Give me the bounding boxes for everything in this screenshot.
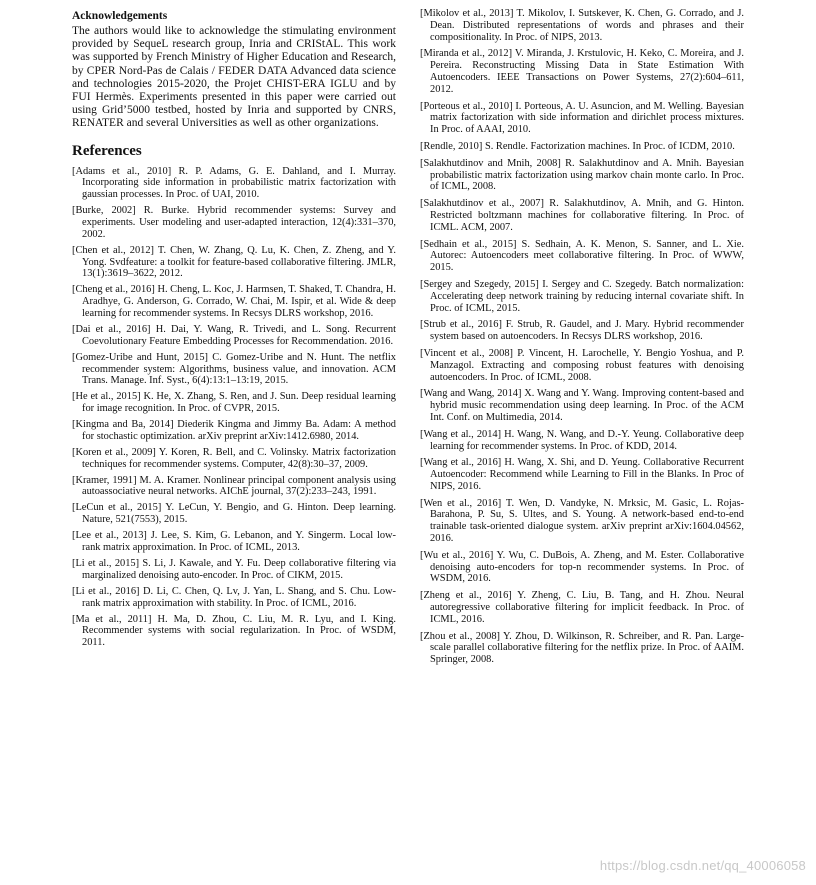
reference-key: [Dai et al., 2016] bbox=[72, 323, 151, 335]
reference-text: I. Porteous, A. U. Asuncion, and M. Welling. Bayesian matrix factorization with side information and dirichlet process mixtures. In Proc. of AAAI, 2010. bbox=[430, 100, 744, 136]
reference-key: [Wang et al., 2014] bbox=[420, 428, 502, 440]
reference-entry bbox=[72, 530, 396, 554]
reference-key: [Mikolov et al., 2013] bbox=[420, 8, 514, 19]
reference-text: Y. Wu, C. DuBois, A. Zheng, and M. Ester. Collaborative denoising auto-encoders for top-n recommender systems. In Proc. of WSDM, 2016. bbox=[430, 549, 744, 585]
reference-text: S. Li, J. Kawale, and Y. Fu. Deep collaborative filtering via marginalized denoising auto-encoder. In Proc. of CIKM, 2015. bbox=[82, 557, 396, 581]
reference-entry bbox=[72, 419, 396, 443]
reference-key: [Rendle, 2010] bbox=[420, 140, 483, 152]
acknowledgements-heading: Acknowledgements bbox=[72, 10, 168, 22]
reference-entry bbox=[420, 198, 744, 233]
reference-entry bbox=[420, 590, 744, 625]
reference-entry bbox=[72, 205, 396, 240]
reference-entry bbox=[72, 352, 396, 387]
reference-key: [Kingma and Ba, 2014] bbox=[72, 419, 174, 431]
reference-text: I. Sergey and C. Szegedy. Batch normalization: Accelerating deep network training by reducing internal covariate shift. In Proc. of ICML, 2015. bbox=[430, 278, 744, 314]
reference-text: S. Sedhain, A. K. Menon, S. Sanner, and L. Xie. Autorec: Autoencoders meet collaborative filtering. In Proc. of WWW, 2015. bbox=[430, 238, 744, 274]
reference-key: [Salakhutdinov and Mnih, 2008] bbox=[420, 157, 561, 169]
reference-key: [Kramer, 1991] bbox=[72, 474, 137, 486]
reference-entry bbox=[420, 388, 744, 423]
reference-entry bbox=[72, 324, 396, 348]
reference-key: [Burke, 2002] bbox=[72, 205, 136, 217]
reference-entry bbox=[72, 166, 396, 201]
reference-entry bbox=[420, 141, 744, 153]
reference-text: H. Dai, Y. Wang, R. Trivedi, and L. Song. Recurrent Coevolutionary Feature Embedding Processes for Recommendation. 2016. bbox=[82, 323, 396, 347]
reference-entry bbox=[420, 498, 744, 545]
watermark: https://blog.csdn.net/qq_40006058 bbox=[599, 858, 806, 873]
reference-key: [Chen et al., 2012] bbox=[72, 244, 155, 256]
reference-text: H. Wang, N. Wang, and D.-Y. Yeung. Collaborative deep learning for recommender systems. In Proc. of KDD, 2014. bbox=[430, 428, 744, 452]
reference-text: R. Burke. Hybrid recommender systems: Survey and experiments. User modeling and user-adapted interaction, 12(4):331–370, 2002. bbox=[82, 205, 396, 240]
reference-text: Y. LeCun, Y. Bengio, and G. Hinton. Deep learning. Nature, 521(7553), 2015. bbox=[82, 502, 397, 526]
reference-text: Y. Zhou, D. Wilkinson, R. Schreiber, and R. Pan. Large-scale parallel collaborative filtering for the netflix prize. In Proc. of AAIM. Springer, 2008. bbox=[430, 630, 744, 666]
reference-text: Diederik Kingma and Jimmy Ba. Adam: A method for stochastic optimization. arXiv preprint arXiv:1412.6980, 2014. bbox=[82, 419, 396, 442]
reference-key: [Li et al., 2015] bbox=[72, 557, 140, 569]
reference-entry bbox=[72, 614, 396, 649]
reference-key: [Lee et al., 2013] bbox=[72, 530, 147, 542]
reference-key: [Adams et al., 2010] bbox=[72, 165, 172, 177]
reference-key: [He et al., 2015] bbox=[72, 391, 141, 403]
reference-text: D. Li, C. Chen, Q. Lv, J. Yan, L. Shang, and S. Chu. Low-rank matrix approximation with stability. In Proc. of ICML, 2016. bbox=[82, 585, 397, 609]
reference-key: [Koren et al., 2009] bbox=[72, 446, 156, 458]
reference-entry bbox=[420, 279, 744, 314]
reference-entry bbox=[420, 319, 744, 343]
reference-key: [Wang and Wang, 2014] bbox=[420, 388, 522, 400]
references-heading: References bbox=[72, 142, 142, 159]
reference-text: R. P. Adams, G. E. Dahland, and I. Murray. Incorporating side information in probabilistic matrix factorization with gaussian processes. In Proc. of UAI, 2010. bbox=[82, 165, 396, 201]
reference-key: [Strub et al., 2016] bbox=[420, 319, 502, 331]
left-column bbox=[72, 8, 396, 653]
reference-key: [Wang et al., 2016] bbox=[420, 457, 502, 469]
reference-entry bbox=[72, 502, 396, 526]
reference-key: [Ma et al., 2011] bbox=[72, 613, 152, 625]
reference-key: [Sedhain et al., 2015] bbox=[420, 238, 517, 250]
reference-text: V. Miranda, J. Krstulovic, H. Keko, C. Moreira, and J. Pereira. Reconstructing Missing Data in State Estimation With Autoencoders. IEEE Transactions on Power Systems, 27(2):604–611, 2012. bbox=[430, 48, 744, 95]
reference-text: R. Salakhutdinov and A. Mnih. Bayesian probabilistic matrix factorization using markov chain monte carlo. In Proc. of ICML, 2008. bbox=[430, 157, 744, 193]
reference-text: C. Gomez-Uribe and N. Hunt. The netflix recommender system: Algorithms, business value, and innovation. ACM Trans. Manage. Inf. Syst., 6(4):13:1–13:19, 2015. bbox=[82, 351, 396, 387]
reference-key: [Zheng et al., 2016] bbox=[420, 590, 512, 602]
reference-text: F. Strub, R. Gaudel, and J. Mary. Hybrid recommender system based on autoencoders. In Recsys DLRS workshop, 2016. bbox=[430, 319, 744, 343]
reference-text: M. A. Kramer. Nonlinear principal component analysis using autoassociative neural networks. AIChE journal, 37(2):233–243, 1991. bbox=[82, 474, 396, 498]
reference-key: [Li et al., 2016] bbox=[72, 585, 140, 597]
reference-text: R. Salakhutdinov, A. Mnih, and G. Hinton. Restricted boltzmann machines for collaborative filtering. In Proc. of ICML. ACM, 2007. bbox=[430, 198, 745, 233]
reference-text: H. Cheng, L. Koc, J. Harmsen, T. Shaked, T. Chandra, H. Aradhye, G. Anderson, G. Corrado, W. Chai, M. Ispir, et al. Wide & deep learning for recommender systems. In Recsys DLRS workshop, 2016. bbox=[82, 284, 396, 319]
reference-text: Y. Koren, R. Bell, and C. Volinsky. Matrix factorization techniques for recommender systems. Computer, 42(8):30–37, 2009. bbox=[82, 446, 397, 470]
reference-text: K. He, X. Zhang, S. Ren, and J. Sun. Deep residual learning for image recognition. In Proc. of CVPR, 2015. bbox=[82, 391, 396, 415]
reference-text: T. Mikolov, I. Sutskever, K. Chen, G. Corrado, and J. Dean. Distributed representations of words and phrases and their compositionality. In Proc. of NIPS, 2013. bbox=[430, 8, 744, 43]
reference-entry bbox=[72, 475, 396, 499]
reference-key: [Miranda et al., 2012] bbox=[420, 48, 513, 60]
reference-text: X. Wang and Y. Wang. Improving content-based and hybrid music recommendation using deep learning. In Proc. of the ACM Int. Conf. on Multimedia, 2014. bbox=[430, 388, 744, 423]
reference-list-left bbox=[72, 166, 396, 649]
reference-entry bbox=[72, 586, 396, 610]
reference-key: [Wu et al., 2016] bbox=[420, 549, 494, 561]
reference-text: P. Vincent, H. Larochelle, Y. Bengio Yoshua, and P. Manzagol. Extracting and composing robust features with denoising autoencoders. In Proc. of ICML, 2008. bbox=[430, 347, 744, 383]
reference-entry bbox=[420, 239, 744, 274]
reference-text: J. Lee, S. Kim, G. Lebanon, and Y. Singerm. Local low-rank matrix approximation. In Proc. of ICML, 2013. bbox=[82, 530, 396, 553]
reference-entry bbox=[420, 457, 744, 492]
reference-entry bbox=[420, 631, 744, 666]
reference-entry bbox=[420, 348, 744, 383]
reference-entry bbox=[72, 558, 396, 582]
reference-entry bbox=[420, 158, 744, 193]
reference-entry bbox=[420, 550, 744, 585]
reference-entry bbox=[420, 48, 744, 95]
reference-key: [Zhou et al., 2008] bbox=[420, 630, 501, 642]
reference-text: Y. Zheng, C. Liu, B. Tang, and H. Zhou. Neural autoregressive collaborative filtering for implicit feedback. In Proc. of ICML, 2016. bbox=[430, 590, 745, 625]
reference-entry bbox=[420, 429, 744, 453]
reference-key: [LeCun et al., 2015] bbox=[72, 502, 162, 514]
right-column bbox=[420, 8, 744, 671]
reference-text: S. Rendle. Factorization machines. In Proc. of ICDM, 2010. bbox=[482, 140, 735, 152]
reference-text: T. Chen, W. Zhang, Q. Lu, K. Chen, Z. Zheng, and Y. Yong. Svdfeature: a toolkit for feature-based collaborative filtering. JMLR, 13(1):3619–3622, 2012. bbox=[82, 244, 396, 280]
reference-list-right bbox=[420, 8, 744, 666]
reference-entry bbox=[420, 101, 744, 136]
reference-key: [Salakhutdinov et al., 2007] bbox=[420, 198, 544, 210]
reference-entry bbox=[72, 391, 396, 415]
reference-text: H. Ma, D. Zhou, C. Liu, M. R. Lyu, and I. King. Recommender systems with social regularization. In Proc. of WSDM, 2011. bbox=[82, 613, 396, 649]
reference-key: [Wen et al., 2016] bbox=[420, 497, 502, 509]
reference-entry bbox=[72, 284, 396, 319]
reference-entry bbox=[420, 8, 744, 43]
acknowledgements-body: The authors would like to acknowledge the stimulating environment provided by SequeL research group, Inria and CRIStAL. This work was supported by French Ministry of Higher Education and Research, by CPER Nord-Pas de Calais / FEDER DATA Advanced data science and technologies 2015-2020, the Projet CHIST-ERA IGLU and by FUI Hermès. Experiments presented in this paper were carried out using Grid’5000 testbed, hosted by Inria and supported by CNRS, RENATER and several Universities as well as other organizations. bbox=[72, 25, 396, 130]
reference-entry bbox=[72, 245, 396, 280]
reference-key: [Vincent et al., 2008] bbox=[420, 347, 513, 359]
reference-text: H. Wang, X. Shi, and D. Yeung. Collaborative Recurrent Autoencoder: Recommend while Learning to Fill in the Blanks. In Proc of NIPS, 2016. bbox=[430, 457, 744, 492]
reference-entry bbox=[72, 447, 396, 471]
reference-key: [Cheng et al., 2016] bbox=[72, 284, 155, 296]
reference-key: [Porteous et al., 2010] bbox=[420, 100, 513, 112]
reference-key: [Gomez-Uribe and Hunt, 2015] bbox=[72, 351, 208, 363]
reference-key: [Sergey and Szegedy, 2015] bbox=[420, 278, 539, 290]
reference-text: T. Wen, D. Vandyke, N. Mrksic, M. Gasic, L. Rojas-Barahona, P. Su, S. Ultes, and S. Young. A network-based end-to-end trainable task-oriented dialogue system. arXiv preprint arXiv:1604.04562, 2016. bbox=[430, 497, 744, 545]
